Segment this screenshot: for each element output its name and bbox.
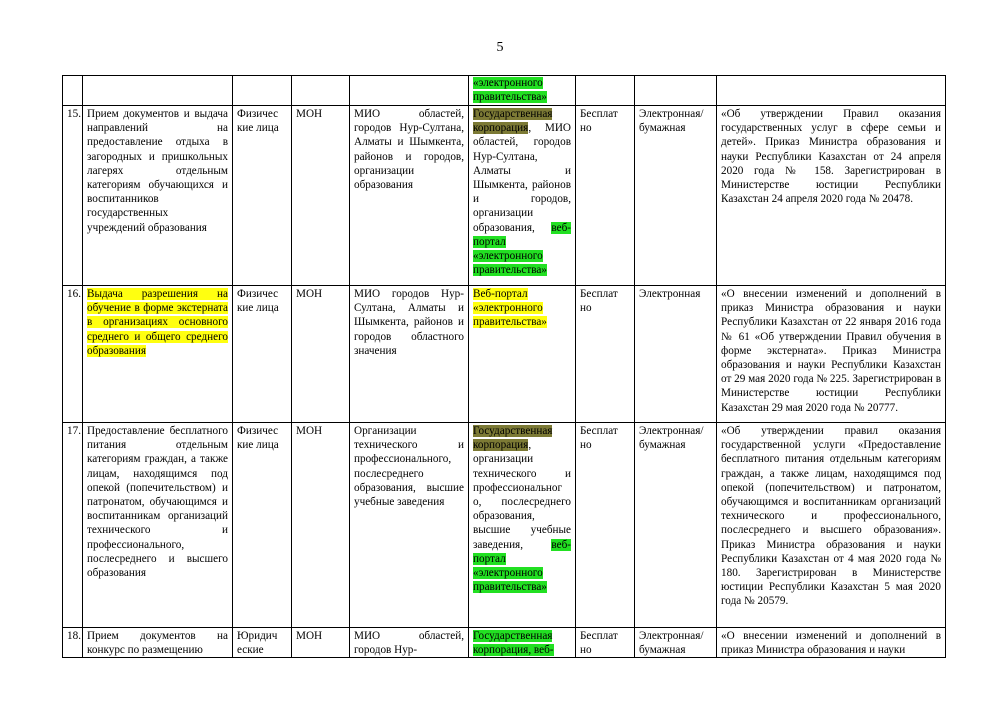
channel-text: , МИО областей, городов Нур-Султана, Алматы и Шымкента, районов и городов, организации образования, [473, 122, 571, 234]
cell-fee: Бесплат но [576, 423, 635, 628]
egov-highlight: «электронного правительства» [473, 77, 547, 104]
cell-name: Предоставление бесплатного питания отдельным категориям граждан, а также лицам, находящимся под опекой (попечительством) и патронатом, обучающимся и воспитанникам организаций технического и профессионального, послесреднего и высшего образования [83, 423, 233, 628]
cell-act: «О внесении изменений и дополнений в приказ Министра образования и науки [717, 628, 946, 658]
cell-channel [469, 76, 576, 106]
cell-agency: МОН [292, 106, 350, 286]
cell-form: Электронная [635, 286, 717, 423]
table-row-16 [63, 286, 946, 423]
cell-name: Прием документов на конкурс по размещению [83, 628, 233, 658]
cell-recipient [233, 76, 292, 106]
cell-form: Электронная/ бумажная [635, 106, 717, 286]
table-row-17 [63, 423, 946, 628]
name-highlight: Выдача разрешения на обучение в форме экстерната в организациях основного среднего и общего среднего образования [87, 288, 228, 357]
cell-act: «Об утверждении Правил оказания государственных услуг в сфере семьи и детей». Приказ Министра образования и науки Республики Казахстан от 24 апреля 2020 года № 158. Зарегистрирован в Министерстве юстиции Республики Казахстан 24 апреля 2020 года № 20478. [717, 106, 946, 286]
cell-recipient: Физичес кие лица [233, 286, 292, 423]
cell-num: 18. [63, 628, 83, 658]
cell-fee [576, 76, 635, 106]
cell-act: «О внесении изменений и дополнений в приказ Министра образования и науки Республики Казахстан от 22 января 2016 года № 61 «Об утверждении Правил обучения в форме экстерната». Приказ Министра образования и науки Республики Казахстан от 29 мая 2020 года № 225. Зарегистрирован в Министерстве юстиции Республики Казахстан 29 мая 2020 года № 20777. [717, 286, 946, 423]
egov-highlight: веб-портал «электронного правительства» [473, 221, 571, 277]
table-row-15 [63, 106, 946, 286]
cell-name [83, 76, 233, 106]
cell-num: 16. [63, 286, 83, 423]
cell-agency: МОН [292, 423, 350, 628]
cell-num: 15. [63, 106, 83, 286]
cell-channel [469, 286, 576, 423]
state-corporation-highlight: Государственная корпорация [473, 108, 553, 135]
cell-form: Электронная/ бумажная [635, 628, 717, 658]
cell-num [63, 76, 83, 106]
cell-provider: МИО областей, городов Нур- [350, 628, 469, 658]
cell-channel [469, 423, 576, 628]
page-number: 5 [496, 40, 504, 55]
cell-provider: МИО областей, городов Нур-Султана, Алматы и Шымкента, районов и городов, организации образования [350, 106, 469, 286]
cell-recipient: Юридич еские [233, 628, 292, 658]
cell-form [635, 76, 717, 106]
cell-name: Прием документов и выдача направлений на предоставление отдыха в загородных и пришкольных лагерях отдельным категориям обучающихся и воспитанников государственных учреждений образования [83, 106, 233, 286]
cell-channel [469, 106, 576, 286]
cell-name [83, 286, 233, 423]
cell-fee: Бесплат но [576, 286, 635, 423]
state-corporation-highlight: Государственная корпорация, веб- [473, 630, 554, 657]
egov-highlight: веб-портал «электронного правительства» [473, 538, 571, 594]
cell-agency: МОН [292, 628, 350, 658]
cell-provider [350, 76, 469, 106]
cell-recipient: Физичес кие лица [233, 106, 292, 286]
cell-recipient: Физичес кие лица [233, 423, 292, 628]
services-table [62, 75, 946, 658]
cell-act: «Об утверждении правил оказания государственной услуги «Предоставление бесплатного питания отдельным категориям граждан, а также лицам, находящимся под опекой (попечительством) и патронатом, обучающимся и воспитанникам организаций технического и профессионального, послесреднего и высшего образования». Приказ Министра образования и науки Республики Казахстан от 4 мая 2020 года № 180. Зарегистрирован в Министерстве юстиции Республики Казахстан 5 мая 2020 года № 20579. [717, 423, 946, 628]
cell-act [717, 76, 946, 106]
cell-provider: МИО городов Нур-Султана, Алматы и Шымкента, районов и городов областного значения [350, 286, 469, 423]
table-row-18 [63, 628, 946, 658]
cell-agency [292, 76, 350, 106]
cell-fee: Бесплат но [576, 106, 635, 286]
cell-channel [469, 628, 576, 658]
channel-text: , организации технического и профессиональног о, послесреднего образования, высшие учебные заведения, [473, 439, 571, 551]
egov-highlight: Веб-портал «электронного правительства» [473, 288, 547, 329]
table-row-continuation [63, 76, 946, 106]
cell-provider: Организации технического и профессионального, послесреднего образования, высшие учебные заведения [350, 423, 469, 628]
cell-num: 17. [63, 423, 83, 628]
cell-agency: МОН [292, 286, 350, 423]
state-corporation-highlight: Государственная корпорация [473, 425, 553, 452]
cell-fee: Бесплат но [576, 628, 635, 658]
cell-form: Электронная/ бумажная [635, 423, 717, 628]
